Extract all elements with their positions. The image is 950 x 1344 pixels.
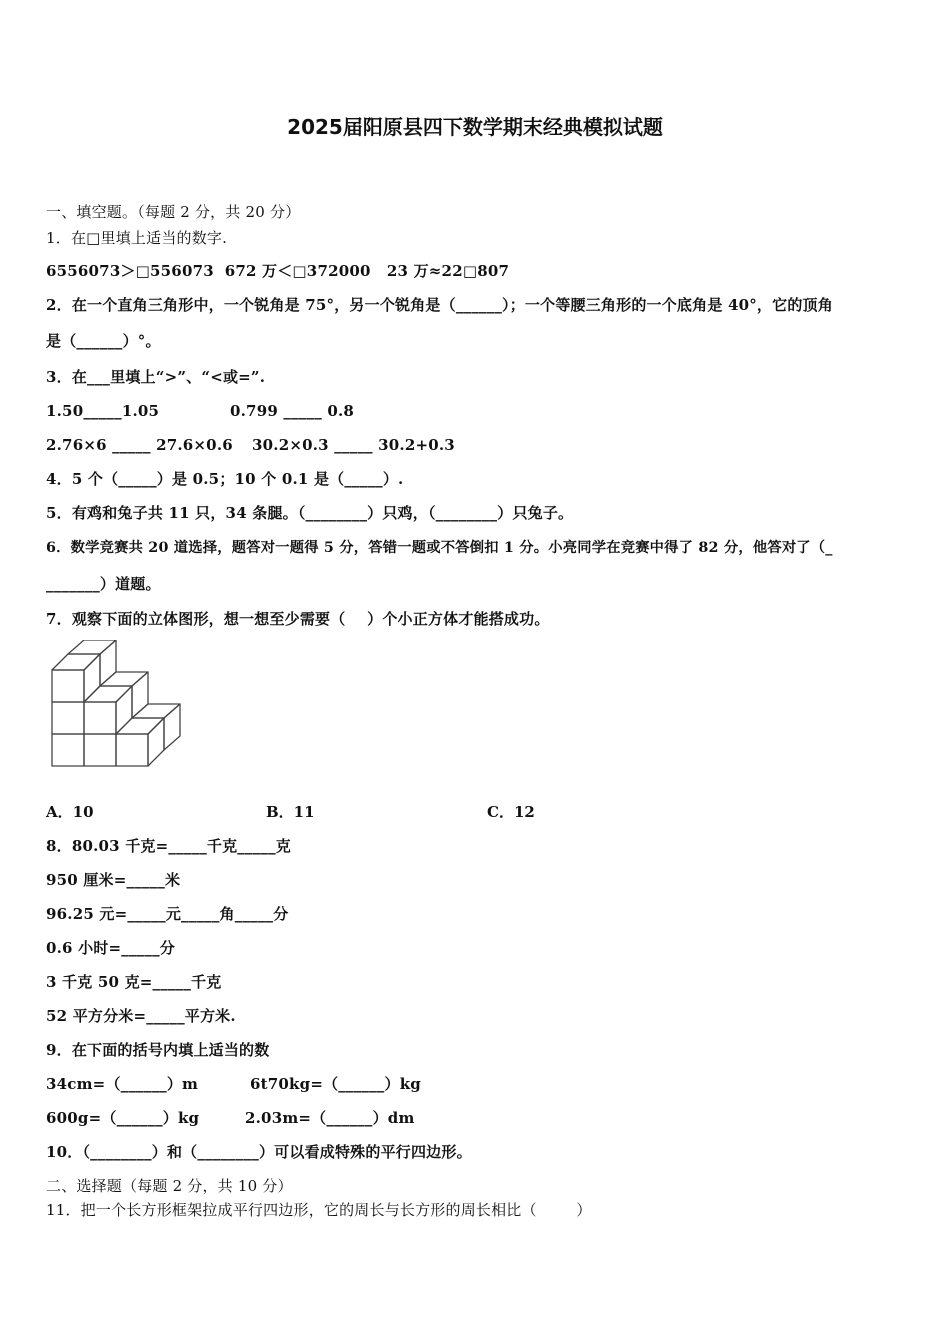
section-2-heading: 二、选择题（每题 2 分，共 10 分） xyxy=(46,1177,293,1195)
question-8-line: 3 千克 50 克=_____千克 xyxy=(46,973,222,991)
question-2-line-1: 2．在一个直角三角形中，一个锐角是 75°，另一个锐角是（______）；一个等腰三角形的一个底角是 40°，它的顶角 xyxy=(46,296,833,314)
question-3-item: 0.799 _____ 0.8 xyxy=(230,402,355,420)
page-title: 2025届阳原县四下数学期末经典模拟试题 xyxy=(287,115,663,139)
question-3-item: 1.50_____1.05 xyxy=(46,402,160,420)
question-5: 5．有鸡和兔子共 11 只，34 条腿。（________）只鸡，（________）只兔子。 xyxy=(46,504,574,522)
question-7: 7．观察下面的立体图形，想一想至少需要（ ）个小正方体才能搭成功。 xyxy=(46,610,550,628)
question-8-line: 52 平方分米=_____平方米. xyxy=(46,1007,236,1025)
question-8-line: 950 厘米=_____米 xyxy=(46,871,181,889)
question-9-item: 600g=（______）kg xyxy=(46,1109,200,1127)
question-3-item: 2.76×6 _____ 27.6×0.6 xyxy=(46,436,233,454)
question-8-line: 96.25 元=_____元_____角_____分 xyxy=(46,905,289,923)
option-b: B．11 xyxy=(266,803,315,821)
question-10: 10．（________）和（________）可以看成特殊的平行四边形。 xyxy=(46,1143,472,1161)
option-c: C．12 xyxy=(487,803,535,821)
question-11: 11．把一个长方形框架拉成平行四边形，它的周长与长方形的周长相比（ ） xyxy=(46,1201,592,1219)
section-1-heading: 一、填空题。（每题 2 分，共 20 分） xyxy=(46,203,301,221)
question-1: 1．在□里填上适当的数字. xyxy=(46,229,228,247)
question-4: 4．5 个（_____）是 0.5；10 个 0.1 是（_____）. xyxy=(46,470,404,488)
stacked-cubes-figure xyxy=(48,640,190,770)
question-3-item: 30.2×0.3 _____ 30.2+0.3 xyxy=(252,436,455,454)
question-9: 9．在下面的括号内填上适当的数 xyxy=(46,1041,270,1059)
question-6-line-1: 6．数学竞赛共 20 道选择，题答对一题得 5 分，答错一题或不答倒扣 1 分。小亮同学在竞赛中得了 82 分，他答对了（_ xyxy=(46,540,833,556)
question-6-line-2: _______）道题。 xyxy=(46,575,161,593)
question-8-line: 8．80.03 千克=_____千克_____克 xyxy=(46,837,291,855)
question-9-item: 2.03m=（______）dm xyxy=(245,1109,415,1127)
question-1-items: 6556073＞□556073 672 万＜□372000 23 万≈22□807 xyxy=(46,262,510,280)
option-a: A．10 xyxy=(46,803,94,821)
question-8-line: 0.6 小时=_____分 xyxy=(46,939,175,957)
question-9-item: 6t70kg=（______）kg xyxy=(250,1075,421,1093)
question-2-line-2: 是（______）°。 xyxy=(46,332,161,350)
question-3: 3．在___里填上“>”、“<或=”. xyxy=(46,368,266,386)
question-9-item: 34cm=（______）m xyxy=(46,1075,199,1093)
